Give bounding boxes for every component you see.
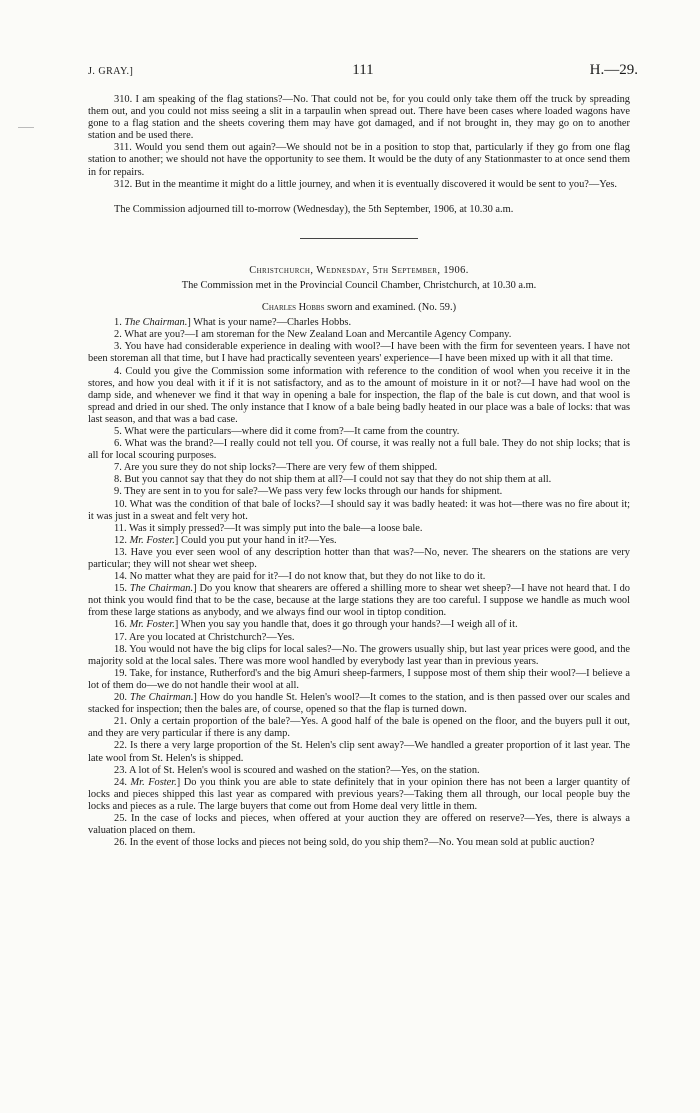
qa-paragraph: 3. You have had considerable experience in dealing with wool?—I have been with the firm for seventeen years. I have not been storeman all that time, but I have had practically seventeen years' experience—I have been mixed up with it all that time. xyxy=(88,341,630,365)
qa-paragraph: 22. Is there a very large proportion of the St. Helen's clip sent away?—We handled a greater proportion of it last year. The late wool from St. Helen's is shipped. xyxy=(88,740,630,764)
qa-paragraph: 11. Was it simply pressed?—It was simply put into the bale—a loose bale. xyxy=(114,522,423,534)
qa-paragraph: 6. What was the brand?—I really could not tell you. Of course, it was really not a full bale. They do not ship locks; that is all for local scouring purposes. xyxy=(88,438,630,462)
qa-paragraph: 13. Have you ever seen wool of any description hotter than that was?—No, never. The shearers on the stations are very particular; they will not shear wet sheep. xyxy=(88,546,630,570)
qa-paragraph: 19. Take, for instance, Rutherford's and the big Amuri sheep-farmers, I suppose most of them ship their wool?—I believe a lot of them do—we do not handle their wool at all. xyxy=(88,667,630,691)
qa-paragraph: 9. They are sent in to you for sale?—We pass very few locks through our hands for shipment. xyxy=(114,486,503,498)
witness-sworn-text: sworn and examined. (No. 59.) xyxy=(324,302,457,314)
document-code: H.—29. xyxy=(589,62,638,78)
speaker-name: Mr. Foster. xyxy=(129,534,175,546)
speaker-name: The Chairman. xyxy=(129,583,194,595)
qa-paragraph: 23. A lot of St. Helen's wool is scoured and washed on the station?—Yes, on the station. xyxy=(114,764,480,776)
qa-paragraph: 17. Are you located at Christchurch?—Yes. xyxy=(114,631,295,643)
speaker-name: Mr. Foster. xyxy=(130,776,177,788)
qa-paragraph: 1. The Chairman.] What is your name?—Charles Hobbs. xyxy=(114,317,352,329)
qa-paragraph: 16. Mr. Foster.] When you say you handle that, does it go through your hands?—I weigh all of it. xyxy=(114,619,518,631)
session-heading: Christchurch, Wednesday, 5th September, 1906. xyxy=(249,264,469,276)
qa-paragraph: 8. But you cannot say that they do not ship them at all?—I could not say that they do not ship them at all. xyxy=(114,474,552,486)
qa-paragraph: 15. The Chairman.] Do you know that shearers are offered a shilling more to shear wet sheep?—I have not heard that. I do not think you would find that to be the case, because at the large stations they are too careful. I suppose we handle as much wool from these large stations as anybody, and we always find our wool in tiptop condition. xyxy=(88,583,630,619)
page-header xyxy=(88,62,638,82)
witness-running-head: J. GRAY.] xyxy=(88,66,134,77)
qa-paragraph: 2. What are you?—I am storeman for the New Zealand Loan and Mercantile Agency Company. xyxy=(114,329,512,341)
page-body xyxy=(88,94,630,849)
qa-paragraph: 12. Mr. Foster.] Could you put your hand in it?—Yes. xyxy=(114,534,337,546)
qa-paragraph: 20. The Chairman.] How do you handle St. Helen's wool?—It comes to the station, and is then passed over our scales and stacked for inspection; then the bales are, of course, opened so that the flap is turned down. xyxy=(88,692,630,716)
qa-paragraph: 4. Could you give the Commission some information with reference to the condition of wool when you receive it in the stores, and how you deal with it if it is not satisfactory, and as to the amount of moisture in it or not?—I have had wool on the damp side, and whenever we find it that way in opening a bale for inspection, the flap of the bale is cut down, and that wool is spread and dried in our shed. The only instance that I know of a bale being badly heated in our place was a bale of locks: that was last season, and that was a bad case. xyxy=(88,365,630,425)
speaker-name: The Chairman. xyxy=(130,692,194,704)
qa-paragraph: 25. In the case of locks and pieces, when offered at your auction they are offered on reserve?—Yes, there is always a valuation placed on them. xyxy=(88,812,630,837)
qa-paragraph: 24. Mr. Foster.] Do you think you are able to state definitely that in your opinion there has not been a larger quantity of locks and pieces shipped this last year as compared with previous years?—Taking them all through, our local people buy the locks and pieces as a rule. The large buyers that come out from Home deal very little in them. xyxy=(88,776,630,812)
qa-paragraph: 18. You would not have the big clips for local sales?—No. The growers usually ship, but last year prices were good, and the majority sold at the local sales. There was more wool handled by everybody last year than in previous years. xyxy=(88,643,630,667)
paragraph-q312: 312. But in the meantime it might do a little journey, and when it is eventually discovered it would be sent to you?—Yes. xyxy=(114,178,618,190)
qa-paragraph: 21. Only a certain proportion of the bale?—Yes. A good half of the bale is opened on the floor, and the buyers pull it out, and they are very particular if there is any damp. xyxy=(88,716,630,740)
section-divider xyxy=(300,238,418,239)
qa-paragraph: 7. Are you sure they do not ship locks?—There are very few of them shipped. xyxy=(114,462,438,474)
qa-paragraph: 14. No matter what they are paid for it?—I do not know that, but they do not like to do it. xyxy=(114,571,486,583)
margin-mark xyxy=(18,127,34,128)
adjournment-notice: The Commission adjourned till to-morrow (Wednesday), the 5th September, 1906, at 10.30 a.m. xyxy=(114,203,514,215)
witness-name: Charles Hobbs xyxy=(261,302,325,314)
qa-paragraph: 26. In the event of those locks and pieces not being sold, do you ship them?—No. You mean sold at public auction? xyxy=(114,837,595,849)
page-number: 111 xyxy=(352,62,374,78)
session-met: The Commission met in the Provincial Council Chamber, Christchurch, at 10.30 a.m. xyxy=(181,279,537,291)
speaker-name: The Chairman. xyxy=(124,317,188,329)
speaker-name: Mr. Foster. xyxy=(129,619,175,631)
qa-paragraph: 10. What was the condition of that bale of locks?—I should say it was badly heated: it was hot—there was no fire about it; it was just in a sweat and felt very hot. xyxy=(88,498,630,522)
paragraph-q311: 311. Would you send them out again?—We should not be in a position to stop that, particularly if they go from one flag station to another; we should not have the opportunity to see them. It would be the duty of any Stationmaster to at once send them in for repairs. xyxy=(88,142,630,178)
paragraph-q310: 310. I am speaking of the flag stations?—No. That could not be, for you could only take them off the truck by spreading them out, and you could not miss seeing a slit in a tarpaulin when spread out. There have been cases where loaded wagons have gone to a flag station and the sheets covering them may have got damaged, and if not brought in, they may go on to another station and be used there. xyxy=(88,94,630,142)
qa-paragraph: 5. What were the particulars—where did it come from?—It came from the country. xyxy=(114,425,460,437)
witness-intro xyxy=(88,302,630,314)
